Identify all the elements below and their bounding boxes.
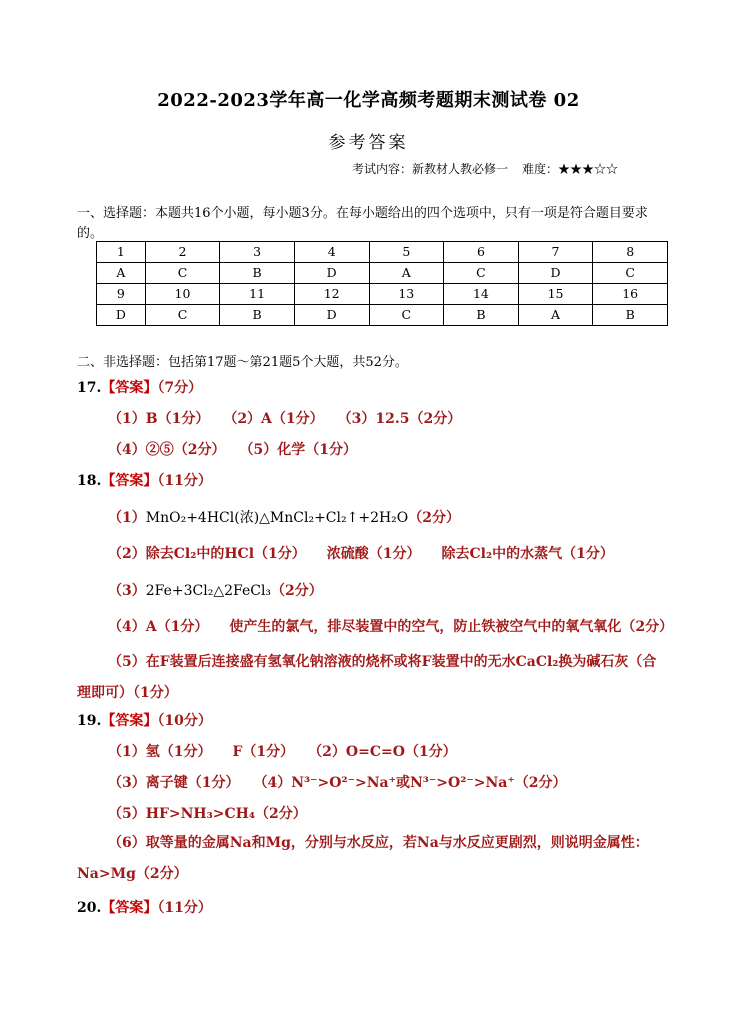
- q18-line1-prefix: （1）: [108, 510, 146, 526]
- q17-line1: （1）B（1分） （2）A（1分） （3）12.5（2分）: [108, 411, 462, 427]
- q18-line3: [108, 580, 323, 600]
- table-cell: 15: [518, 284, 593, 305]
- page-title: 2022-2023学年高一化学高频考题期末测试卷 02: [157, 90, 580, 111]
- table-row: [97, 305, 668, 326]
- q18-heading: [77, 470, 212, 490]
- table-row: [97, 263, 668, 284]
- exam-content-label: 考试内容：新教材人教必修一: [352, 162, 509, 176]
- q19-answer-tag: 【答案】: [101, 713, 158, 729]
- q18-line1-score: （2分）: [408, 510, 461, 526]
- q18-line3-prefix: （3）: [108, 583, 146, 599]
- table-cell: 16: [593, 284, 668, 305]
- table-cell: D: [294, 305, 369, 326]
- table-cell: A: [518, 305, 593, 326]
- q18-line4: （4）A（1分） 使产生的氯气，排尽装置中的空气，防止铁被空气中的氧气氧化（2分）: [108, 619, 674, 635]
- table-row: [97, 284, 668, 305]
- table-cell: A: [97, 263, 146, 284]
- q18-answer-tag: 【答案】: [101, 473, 158, 489]
- table-cell: 14: [444, 284, 519, 305]
- q18-score: （11分）: [157, 473, 212, 489]
- table-cell: D: [518, 263, 593, 284]
- table-cell: 1: [97, 242, 146, 263]
- q18-equation-3: 2Fe+3Cl₂△2FeCl₃: [145, 583, 272, 599]
- table-cell: B: [444, 305, 519, 326]
- table-cell: C: [145, 263, 220, 284]
- table-cell: C: [145, 305, 220, 326]
- exam-info: [352, 160, 618, 177]
- q20-answer-tag: 【答案】: [101, 900, 158, 916]
- q18-number: 18.: [77, 473, 102, 489]
- table-cell: 11: [220, 284, 295, 305]
- q17-answer-tag: 【答案】: [101, 380, 158, 396]
- table-cell: 10: [145, 284, 220, 305]
- q18-line3-score: （2分）: [271, 583, 323, 599]
- q19-line2: （3）离子键（1分） （4）N³⁻>O²⁻>Na⁺或N³⁻>O²⁻>Na⁺（2分）: [108, 775, 567, 791]
- q19-score: （10分）: [157, 713, 212, 729]
- table-cell: C: [444, 263, 519, 284]
- table-cell: 9: [97, 284, 146, 305]
- table-cell: B: [220, 305, 295, 326]
- table-cell: 3: [220, 242, 295, 263]
- q19-line1: （1）氢（1分） F（1分） （2）O=C=O（1分）: [108, 744, 457, 760]
- q17-score: （7分）: [157, 380, 203, 396]
- q17-line2: （4）②⑤（2分） （5）化学（1分）: [108, 442, 357, 458]
- table-cell: C: [593, 263, 668, 284]
- table-cell: D: [294, 263, 369, 284]
- q19-line3: （5）HF>NH₃>CH₄（2分）: [108, 806, 307, 822]
- table-cell: 12: [294, 284, 369, 305]
- table-cell: 5: [369, 242, 444, 263]
- q19-line4: [77, 828, 667, 890]
- q18-equation-1: MnO₂+4HCl(浓)△MnCl₂+Cl₂↑+2H₂O: [145, 510, 409, 526]
- table-cell: 6: [444, 242, 519, 263]
- q19-line4-text: （6）取等量的金属Na和Mg，分别与水反应，若Na与水反应更剧烈，则说明金属性：Na>Mg（2分）: [77, 835, 649, 882]
- q18-line5: [77, 647, 667, 709]
- q18-line1: [108, 507, 460, 527]
- page-subtitle: 参考答案: [328, 133, 409, 153]
- answer-table: [96, 241, 668, 326]
- table-cell: 2: [145, 242, 220, 263]
- table-cell: A: [369, 263, 444, 284]
- table-cell: B: [593, 305, 668, 326]
- q20-score: （11分）: [157, 900, 212, 916]
- table-row: [97, 242, 668, 263]
- table-cell: 7: [518, 242, 593, 263]
- q18-line2: （2）除去Cl₂中的HCl（1分） 浓硫酸（1分） 除去Cl₂中的水蒸气（1分）: [108, 546, 614, 562]
- table-cell: 4: [294, 242, 369, 263]
- q19-heading: [77, 710, 212, 730]
- section2-heading: 二、非选择题：包括第17题～第21题5个大题，共52分。: [77, 355, 408, 370]
- q17-number: 17.: [77, 380, 102, 396]
- q19-number: 19.: [77, 713, 102, 729]
- table-cell: B: [220, 263, 295, 284]
- q17-heading: [77, 377, 202, 397]
- table-cell: 8: [593, 242, 668, 263]
- difficulty-label: 难度：★★★☆☆: [522, 162, 619, 176]
- table-cell: C: [369, 305, 444, 326]
- section1-heading: 一、选择题：本题共16个小题，每小题3分。在每小题给出的四个选项中，只有一项是符合题目要求的。: [77, 206, 648, 241]
- table-cell: 13: [369, 284, 444, 305]
- q20-heading: [77, 897, 212, 917]
- q18-line5-text: （5）在F装置后连接盛有氢氧化钠溶液的烧杯或将F装置中的无水CaCl₂换为碱石灰（合理即可）（1分）: [77, 654, 657, 701]
- table-cell: D: [97, 305, 146, 326]
- q20-number: 20.: [77, 900, 102, 916]
